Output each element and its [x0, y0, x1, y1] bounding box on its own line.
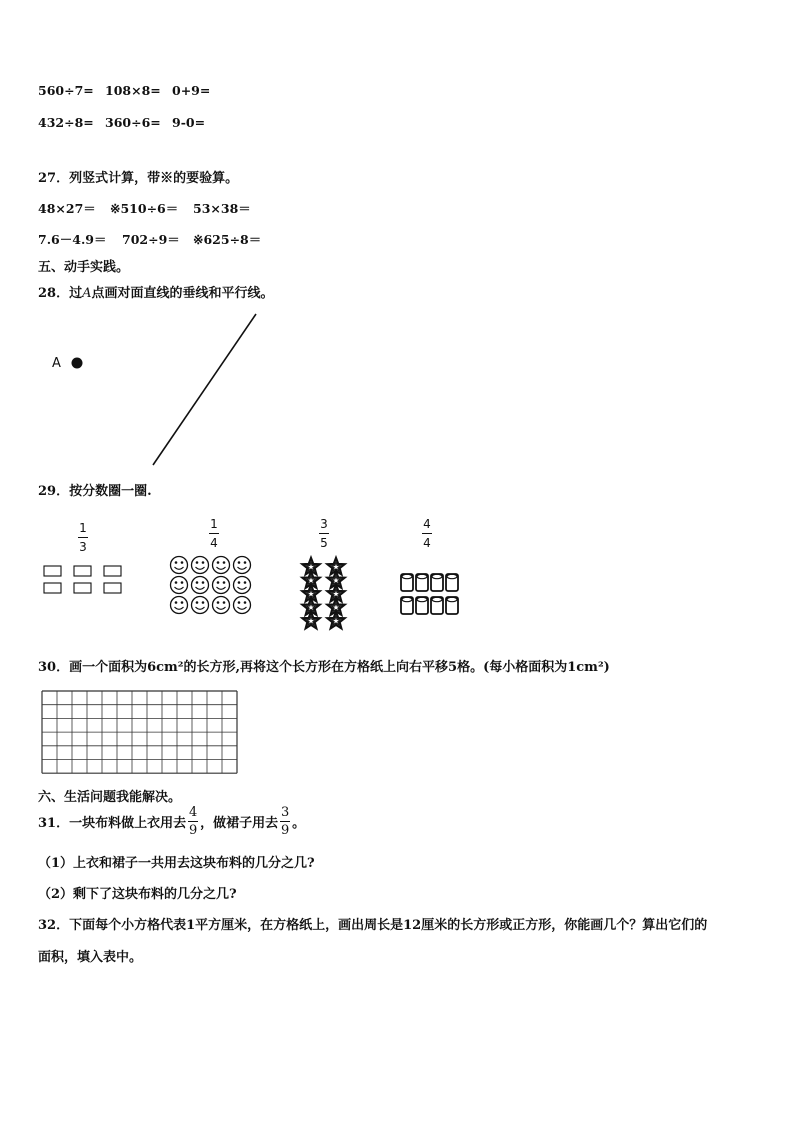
oral-calc-2-1: 432÷8=: [38, 115, 94, 130]
fraction-denominator: 9: [280, 823, 290, 838]
q27-calc-2-1: 7.6－4.9＝: [38, 232, 107, 247]
q31-text-post: 。: [292, 816, 306, 831]
fraction-numerator: 4: [188, 805, 198, 820]
smiley-face-icon[interactable]: [213, 597, 230, 614]
cylinder-icon[interactable]: [416, 574, 428, 591]
q32-question-line-2: 面积，填入表中。: [38, 950, 143, 965]
section-6-heading: 六、生活问题我能解决。: [38, 790, 182, 805]
section-5-heading: 五、动手实践。: [38, 260, 130, 275]
q31-text-pre: 31．一块布料做上衣用去: [38, 816, 187, 831]
smiley-face-icon[interactable]: [234, 597, 251, 614]
smiley-face-icon[interactable]: [213, 577, 230, 594]
smiley-face-icon[interactable]: [171, 577, 188, 594]
q31-text-mid: ，做裙子用去: [200, 816, 279, 831]
q27-calc-2-3: ※625÷8＝: [193, 232, 262, 247]
q31-fraction-skirt: [280, 805, 290, 838]
smiley-face-icon[interactable]: [192, 597, 209, 614]
fraction-denominator: 5: [320, 536, 328, 550]
q31-fraction-coat: [188, 805, 198, 838]
fraction-numerator: 4: [423, 517, 431, 531]
cylinder-icon[interactable]: [431, 597, 443, 614]
oral-calc-2-2: 360÷6=: [105, 115, 161, 130]
smiley-face-icon[interactable]: [171, 557, 188, 574]
oral-calc-1-3: 0+9=: [172, 83, 211, 98]
q27-calc-1-3: 53×38＝: [193, 201, 251, 216]
fraction-numerator: 3: [280, 805, 290, 820]
q31-question: [38, 805, 305, 838]
q32-question-line-1: 32．下面每个小方格代表1平方厘米，在方格纸上，画出周长是12厘米的长方形或正方形，你能画几个？算出它们的: [38, 918, 708, 933]
q31-sub-question-1: （1）上衣和裙子一共用去这块布料的几分之几?: [38, 856, 315, 871]
oral-calc-1-2: 108×8=: [105, 83, 161, 98]
q28-title-italic: A: [82, 286, 92, 301]
q30-grid-paper[interactable]: [41, 690, 239, 774]
fraction-denominator: 4: [210, 536, 218, 550]
rectangle-icon[interactable]: [104, 583, 121, 593]
cylinder-icon[interactable]: [446, 597, 458, 614]
rectangle-icon[interactable]: [74, 583, 91, 593]
rectangle-icon[interactable]: [44, 583, 61, 593]
q29-title: 29．按分数圈一圈.: [38, 484, 152, 499]
fraction-denominator: 9: [188, 823, 198, 838]
fraction-bar: [188, 821, 198, 822]
fraction-bar: [280, 821, 290, 822]
smiley-face-icon[interactable]: [192, 557, 209, 574]
oral-calc-2-3: 9-0=: [172, 115, 206, 130]
q31-sub-question-2: （2）剩下了这块布料的几分之几?: [38, 887, 237, 902]
cylinder-icon[interactable]: [446, 574, 458, 591]
q27-calc-2-2: 702÷9＝: [122, 232, 180, 247]
rectangle-icon[interactable]: [74, 566, 91, 576]
q30-title: 30．画一个面积为6cm²的长方形,再将这个长方形在方格纸上向右平移5格。(每小格面积为1cm²): [38, 660, 610, 675]
q27-calc-1-1: 48×27＝: [38, 201, 96, 216]
smiley-face-icon[interactable]: [213, 557, 230, 574]
oral-calc-1-1: 560÷7=: [38, 83, 94, 98]
q28-title-pre: 28．过: [38, 286, 83, 301]
point-a-label: A: [52, 356, 61, 371]
cylinder-icon[interactable]: [431, 574, 443, 591]
q28-title-post: 点画对面直线的垂线和平行线。: [91, 286, 274, 301]
q27-calc-1-2: ※510÷6＝: [110, 201, 179, 216]
fraction-denominator: 3: [79, 540, 87, 554]
rectangle-icon[interactable]: [104, 566, 121, 576]
q27-title: 27．列竖式计算，带※的要验算。: [38, 171, 239, 186]
smiley-face-icon[interactable]: [234, 557, 251, 574]
rectangle-icon[interactable]: [44, 566, 61, 576]
cylinder-icon[interactable]: [401, 597, 413, 614]
fraction-denominator: 4: [423, 536, 431, 550]
fraction-numerator: 1: [210, 517, 218, 531]
smiley-face-icon[interactable]: [171, 597, 188, 614]
smiley-face-icon[interactable]: [192, 577, 209, 594]
smiley-face-icon[interactable]: [234, 577, 251, 594]
cylinder-icon[interactable]: [416, 597, 428, 614]
cylinder-icon[interactable]: [401, 574, 413, 591]
fraction-numerator: 3: [320, 517, 328, 531]
fraction-numerator: 1: [79, 521, 87, 535]
